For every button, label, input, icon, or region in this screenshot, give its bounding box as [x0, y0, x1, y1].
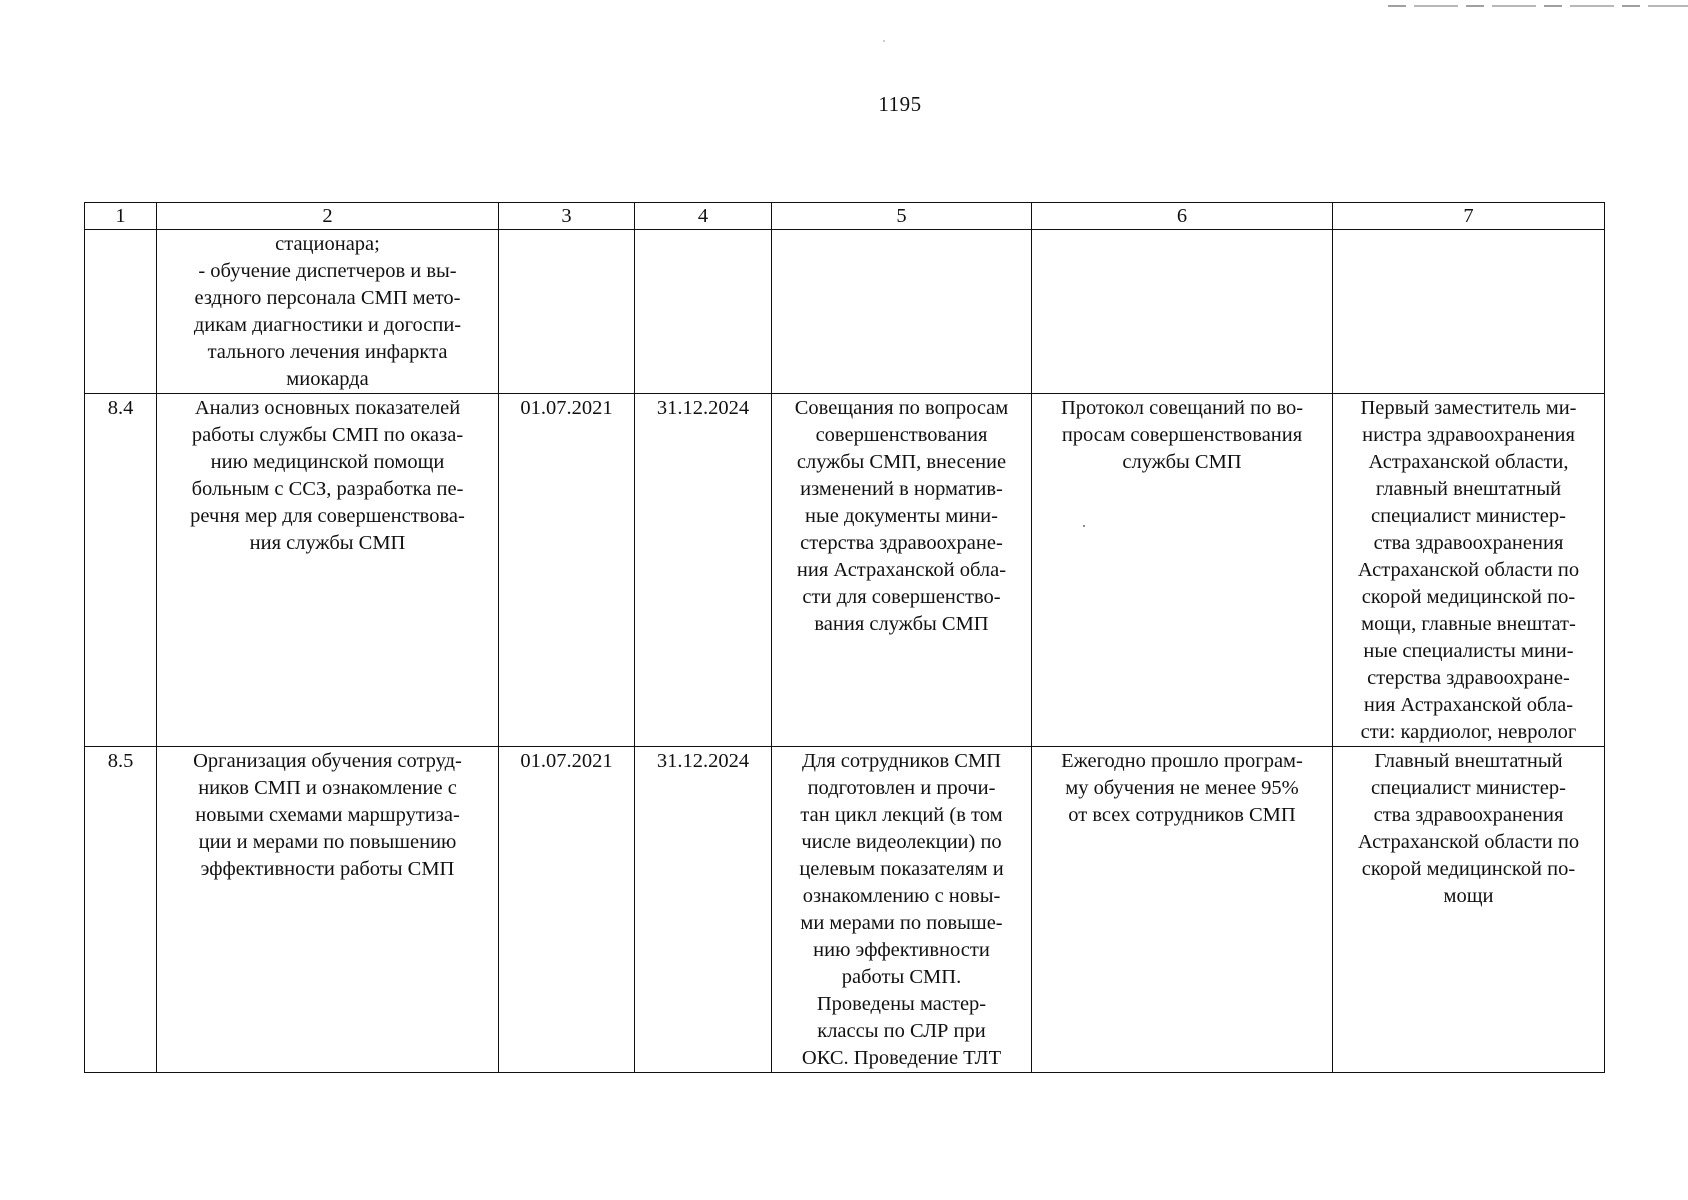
- cell-text-line: мощи: [1443, 885, 1494, 907]
- cell-text-line: тального лечения инфаркта: [207, 341, 448, 363]
- cell-text-line: скорой медицинской по-: [1361, 858, 1576, 880]
- cell-text-line: сти для совершенство-: [802, 586, 1001, 608]
- task-cell: [157, 230, 499, 394]
- result-cell: [1032, 230, 1333, 394]
- responsible-cell: [1333, 747, 1605, 1073]
- plan-table: [84, 202, 1605, 1073]
- cell-text-line: вания службы СМП: [814, 613, 989, 635]
- table-row: [85, 230, 1605, 394]
- cell-text-line: ми мерами по повыше-: [800, 912, 1003, 934]
- col-header-2: 2: [157, 203, 499, 230]
- end-date: 31.12.2024: [635, 394, 772, 747]
- cell-text-line: сти: кардиолог, невролог: [1360, 721, 1577, 743]
- cell-text-line: нистра здравоохранения: [1362, 424, 1575, 446]
- task-cell: [157, 394, 499, 747]
- event-cell: [772, 747, 1032, 1073]
- cell-text-line: Для сотрудников СМП: [801, 750, 1002, 772]
- cell-text-line: ников СМП и ознакомление с: [198, 777, 457, 799]
- cell-text-line: работы СМП.: [841, 966, 962, 988]
- start-date: 01.07.2021: [499, 747, 635, 1073]
- cell-text-line: ездного персонала СМП мето-: [194, 287, 461, 309]
- cell-text-line: специалист министер-: [1371, 777, 1566, 799]
- end-date: [635, 230, 772, 394]
- cell-text-line: просам совершенствования: [1061, 424, 1303, 446]
- cell-text-line: работы службы СМП по оказа-: [191, 424, 464, 446]
- cell-text-line: Анализ основных показателей: [194, 397, 461, 419]
- cell-text-line: от всех сотрудников СМП: [1068, 804, 1296, 826]
- cell-text-line: ОКС. Проведение ТЛТ: [801, 1047, 1002, 1069]
- cell-text-line: службы СМП, внесение: [796, 451, 1007, 473]
- col-header-7: 7: [1333, 203, 1605, 230]
- cell-text-line: Организация обучения сотруд-: [193, 750, 462, 772]
- start-date: 01.07.2021: [499, 394, 635, 747]
- cell-text-line: стационара;: [275, 233, 380, 255]
- cell-text-line: больным с ССЗ, разработка пе-: [191, 478, 464, 500]
- cell-text-line: Астраханской области по: [1357, 831, 1580, 853]
- cell-text-line: новыми схемами маршрутиза-: [195, 804, 460, 826]
- cell-text-line: классы по СЛР при: [817, 1020, 986, 1042]
- cell-text-line: Астраханской области,: [1368, 451, 1569, 473]
- cell-text-line: - обучение диспетчеров и вы-: [198, 260, 457, 282]
- cell-text-line: службы СМП: [1122, 451, 1242, 473]
- end-date: 31.12.2024: [635, 747, 772, 1073]
- cell-text-line: ции и мерами по повышению: [198, 831, 457, 853]
- scan-speck: [1083, 525, 1085, 527]
- col-header-5: 5: [772, 203, 1032, 230]
- cell-text-line: целевым показателям и: [799, 858, 1004, 880]
- scan-artifact-line: [1388, 5, 1688, 7]
- cell-text-line: Главный внештатный: [1374, 750, 1563, 772]
- cell-text-line: ные документы мини-: [805, 505, 998, 527]
- event-cell: [772, 230, 1032, 394]
- result-cell: [1032, 747, 1333, 1073]
- cell-text-line: мощи, главные внештат-: [1361, 613, 1576, 635]
- cell-text-line: ознакомлению с новы-: [802, 885, 1001, 907]
- cell-text-line: подготовлен и прочи-: [807, 777, 996, 799]
- row-number: [85, 230, 157, 394]
- cell-text-line: Протокол совещаний по во-: [1060, 397, 1304, 419]
- cell-text-line: стерства здравоохране-: [1367, 667, 1570, 689]
- cell-text-line: дикам диагностики и догоспи-: [193, 314, 462, 336]
- cell-text-line: ные специалисты мини-: [1363, 640, 1574, 662]
- cell-text-line: му обучения не менее 95%: [1065, 777, 1299, 799]
- responsible-cell: [1333, 394, 1605, 747]
- col-header-1: 1: [85, 203, 157, 230]
- cell-text-line: Проведены мастер-: [816, 993, 987, 1015]
- cell-text-line: стерства здравоохране-: [800, 532, 1003, 554]
- cell-text-line: ния Астраханской обла-: [1363, 694, 1574, 716]
- cell-text-line: изменений в норматив-: [800, 478, 1003, 500]
- row-number: 8.4: [85, 394, 157, 747]
- cell-text-line: речня мер для совершенствова-: [190, 505, 465, 527]
- table-header-row: [85, 203, 1605, 230]
- cell-text-line: ства здравоохранения: [1373, 804, 1564, 826]
- cell-text-line: числе видеолекции) по: [801, 831, 1002, 853]
- cell-text-line: нию медицинской помощи: [210, 451, 445, 473]
- cell-text-line: Совещания по вопросам: [794, 397, 1009, 419]
- scan-speck: [883, 40, 885, 42]
- cell-text-line: ния службы СМП: [249, 532, 406, 554]
- page-number: 1195: [878, 92, 922, 116]
- cell-text-line: тан цикл лекций (в том: [800, 804, 1003, 826]
- cell-text-line: ства здравоохранения: [1373, 532, 1564, 554]
- cell-text-line: специалист министер-: [1371, 505, 1566, 527]
- result-cell: [1032, 394, 1333, 747]
- row-number: 8.5: [85, 747, 157, 1073]
- cell-text-line: Ежегодно прошло програм-: [1061, 750, 1303, 772]
- cell-text-line: эффективности работы СМП: [200, 858, 455, 880]
- table-row: [85, 747, 1605, 1073]
- cell-text-line: ния Астраханской обла-: [796, 559, 1007, 581]
- cell-text-line: Астраханской области по: [1357, 559, 1580, 581]
- start-date: [499, 230, 635, 394]
- cell-text-line: скорой медицинской по-: [1361, 586, 1576, 608]
- col-header-6: 6: [1032, 203, 1333, 230]
- table-row: [85, 394, 1605, 747]
- col-header-4: 4: [635, 203, 772, 230]
- cell-text-line: совершенствования: [815, 424, 988, 446]
- cell-text-line: миокарда: [286, 368, 369, 390]
- task-cell: [157, 747, 499, 1073]
- event-cell: [772, 394, 1032, 747]
- col-header-3: 3: [499, 203, 635, 230]
- cell-text-line: главный внештатный: [1375, 478, 1562, 500]
- cell-text-line: нию эффективности: [813, 939, 990, 961]
- cell-text-line: Первый заместитель ми-: [1360, 397, 1577, 419]
- responsible-cell: [1333, 230, 1605, 394]
